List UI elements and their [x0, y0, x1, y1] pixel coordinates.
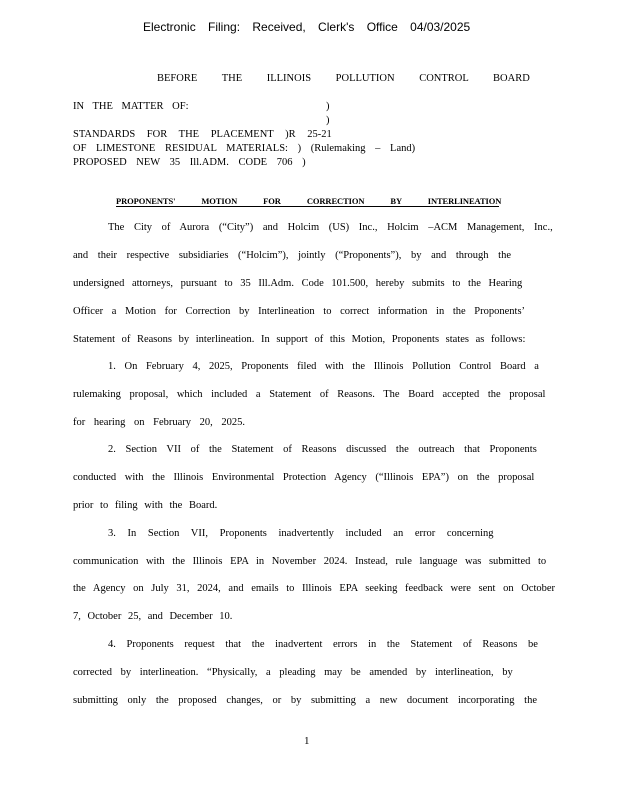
body-line-10: conducted with the Illinois Environmental Protection Agency (“Illinois EPA”) on the proposal [73, 472, 535, 483]
body-line-4: Officer a Motion for Correction by Interlineation to correct information in the Proponents’ [73, 306, 526, 317]
body-line-15: 7, October 25, and December 10. [73, 611, 233, 622]
efiling-header: Electronic Filing: Received, Clerk's Office 04/03/2025 [143, 20, 471, 34]
body-line-1: The City of Aurora (“City”) and Holcim (US) Inc., Holcim –ACM Management, Inc., [108, 222, 553, 233]
caption-limestone: OF LIMESTONE RESIDUAL MATERIALS: ) (Rulemaking – Land) [73, 143, 416, 154]
caption-paren-2: ) [326, 115, 330, 126]
body-line-7: rulemaking proposal, which included a Statement of Reasons. The Board accepted the proposal [73, 389, 546, 400]
body-line-2: and their respective subsidiaries (“Holcim”), jointly (“Proponents”), by and through the [73, 250, 511, 261]
motion-title: PROPONENTS' MOTION FOR CORRECTION BY INTERLINEATION [116, 196, 502, 206]
body-line-9: 2. Section VII of the Statement of Reasons discussed the outreach that Proponents [108, 444, 537, 455]
body-line-12: 3. In Section VII, Proponents inadvertently included an error concerning [108, 528, 494, 539]
page-number: 1 [304, 735, 310, 747]
caption-in-the-matter: IN THE MATTER OF: [73, 101, 189, 112]
body-line-18: submitting only the proposed changes, or by submitting a new document incorporating the [73, 695, 537, 706]
title-underline [116, 206, 499, 207]
body-line-13: communication with the Illinois EPA in November 2024. Instead, rule language was submitted to [73, 556, 547, 567]
body-line-17: corrected by interlineation. “Physically, a pleading may be amended by interlineation, by [73, 667, 513, 678]
body-line-8: for hearing on February 20, 2025. [73, 417, 246, 428]
board-title: BEFORE THE ILLINOIS POLLUTION CONTROL BOARD [157, 73, 530, 84]
caption-proposed: PROPOSED NEW 35 Ill.ADM. CODE 706 ) [73, 157, 306, 168]
caption-standards: STANDARDS FOR THE PLACEMENT )R 25-21 [73, 129, 332, 140]
body-line-5: Statement of Reasons by interlineation. In support of this Motion, Proponents states as follows: [73, 334, 526, 345]
body-line-14: the Agency on July 31, 2024, and emails to Illinois EPA seeking feedback were sent on October [73, 583, 556, 594]
body-line-11: prior to filing with the Board. [73, 500, 218, 511]
body-line-16: 4. Proponents request that the inadvertent errors in the Statement of Reasons be [108, 639, 538, 650]
body-line-3: undersigned attorneys, pursuant to 35 Ill.Adm. Code 101.500, hereby submits to the Hearing [73, 278, 523, 289]
body-line-6: 1. On February 4, 2025, Proponents filed with the Illinois Pollution Control Board a [108, 361, 539, 372]
caption-paren-1: ) [326, 101, 330, 112]
